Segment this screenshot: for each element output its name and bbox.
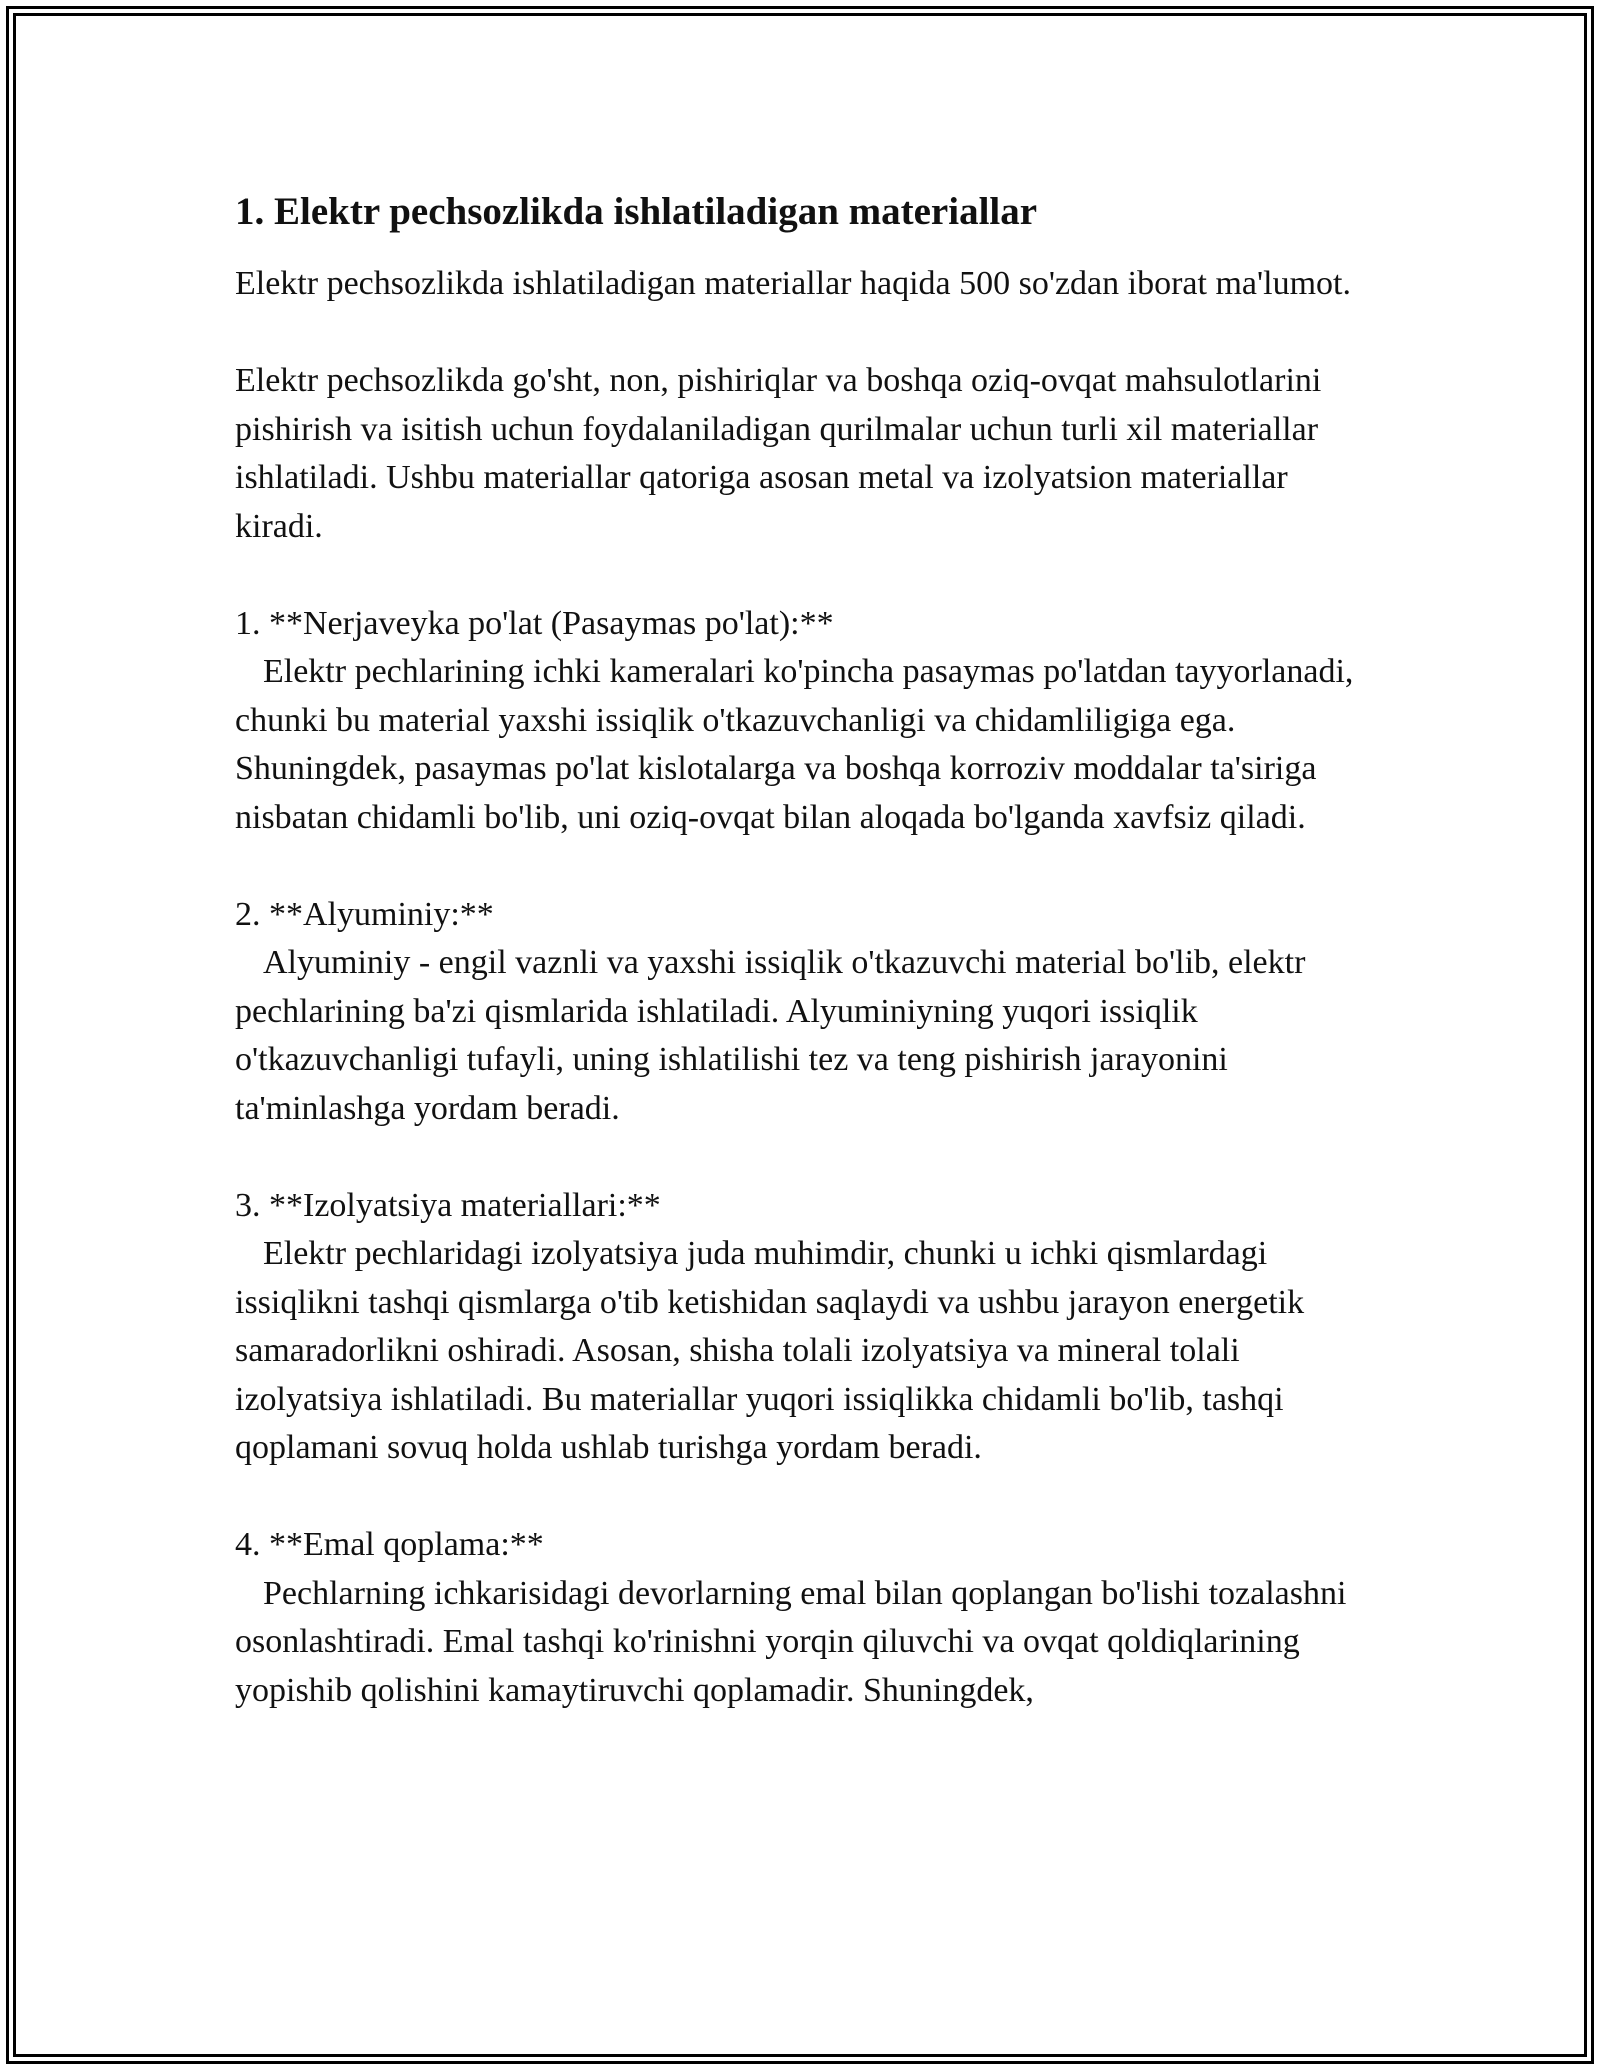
list-item-heading: 4. **Emal qoplama:** [235,1526,544,1563]
intro-paragraph: Elektr pechsozlikda ishlatiladigan materiallar haqida 500 so'zdan iborat ma'lumot. [235,265,1351,302]
list-item-body: Pechlarning ichkarisidagi devorlarning emal bilan qoplangan bo'lishi tozalashni osonlashtiradi. Emal tashqi ko'rinishni yorqin qiluvchi va ovqat qoldiqlarining yopishib qolishini kamaytiruvchi qoplamadir. Shuningdek, [235,1574,1347,1709]
list-item-body: Elektr pechlarining ichki kameralari ko'pincha pasaymas po'latdan tayyorlanadi, chunki bu material yaxshi issiqlik o'tkazuvchanligi va chidamliligiga ega. Shuningdek, pasaymas po'lat kislotalarga va boshqa korroziv moddalar ta'siriga nisbatan chidamli bo'lib, uni oziq-ovqat bilan aloqada bo'lganda xavfsiz qiladi. [235,653,1354,836]
list-item [235,1521,1365,1715]
list-item-heading: 2. **Alyuminiy:** [235,895,494,933]
list-item-heading: 3. **Izolyatsiya materiallari:** [235,1186,661,1224]
list-item-heading: 1. **Nerjaveyka po'lat (Pasaymas po'lat):** [235,604,834,642]
list-item [235,600,1365,843]
document-title: 1. Elektr pechsozlikda ishlatiladigan materiallar [235,190,1038,233]
document-body [235,188,1365,1715]
list-item [235,1182,1365,1473]
overview-paragraph: Elektr pechsozlikda go'sht, non, pishiriqlar va boshqa oziq-ovqat mahsulotlarini pishirish va isitish uchun foydalaniladigan qurilmalar uchun turli xil materiallar ishlatiladi. Ushbu materiallar qatoriga asosan metal va izolyatsion materiallar kiradi. [235,362,1322,545]
list-item [235,891,1365,1134]
list-item-body: Elektr pechlaridagi izolyatsiya juda muhimdir, chunki u ichki qismlardagi issiqlikni tashqi qismlarga o'tib ketishidan saqlaydi va ushbu jarayon energetik samaradorlikni oshiradi. Asosan, shisha tolali izolyatsiya va mineral tolali izolyatsiya ishlatiladi. Bu materiallar yuqori issiqlikka chidamli bo'lib, tashqi qoplamani sovuq holda ushlab turishga yordam beradi. [235,1235,1305,1466]
list-item-body: Alyuminiy - engil vaznli va yaxshi issiqlik o'tkazuvchi material bo'lib, elektr pechlarining ba'zi qismlarida ishlatiladi. Alyuminiyning yuqori issiqlik o'tkazuvchanligi tufayli, uning ishlatilishi tez va teng pishirish jarayonini ta'minlashga yordam beradi. [235,944,1306,1127]
